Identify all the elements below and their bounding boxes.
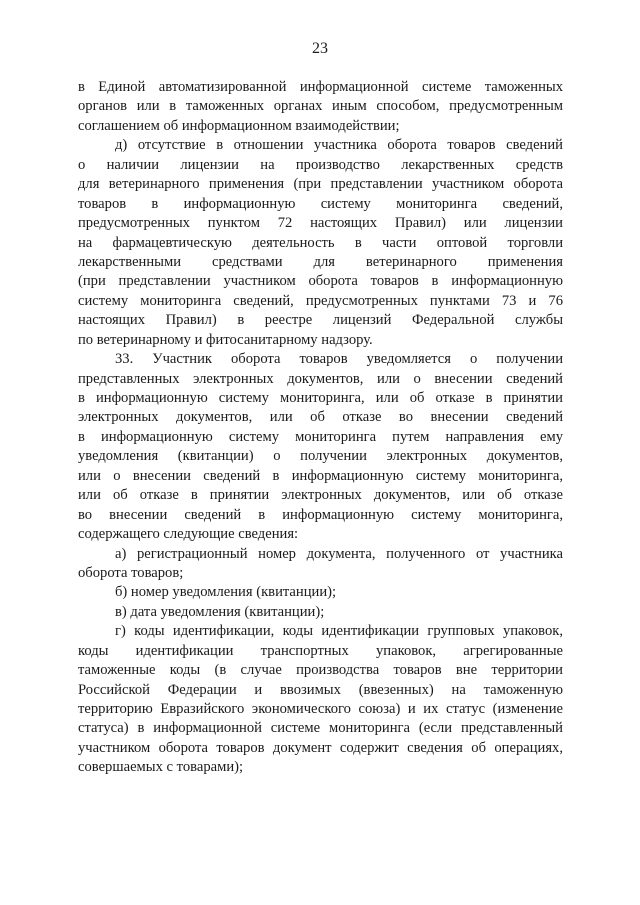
text-line: (при представлении участником оборота товаров в информационную	[78, 273, 563, 290]
text-line: для ветеринарного применения (при представлении участником оборота	[78, 176, 563, 193]
text-line: таможенные коды (в случае производства товаров вне территории	[78, 662, 563, 679]
text-line: по ветеринарному и фитосанитарному надзору.	[78, 331, 373, 348]
text-line: или о внесении сведений в информационную систему мониторинга,	[78, 467, 563, 484]
text-line: предусмотренных пунктом 72 настоящих Правил) или лицензии	[78, 215, 563, 232]
text-line: коды идентификации транспортных упаковок, агрегированные	[78, 642, 563, 659]
text-line: о наличии лицензии на производство лекарственных средств	[78, 156, 563, 173]
text-line: в) дата уведомления (квитанции);	[115, 603, 325, 620]
text-line: содержащего следующие сведения:	[78, 526, 299, 543]
text-line: систему мониторинга сведений, предусмотренных пунктами 73 и 76	[78, 292, 563, 309]
text-line: Российской Федерации и ввозимых (ввезенных) на таможенную	[78, 681, 563, 698]
text-line: г) коды идентификации, коды идентификации групповых упаковок,	[115, 623, 563, 640]
text-line: или об отказе в принятии электронных документов, или об отказе	[78, 487, 563, 504]
document-body	[78, 78, 563, 778]
text-line: настоящих Правил) в реестре лицензий Федеральной службы	[78, 312, 563, 329]
text-line: товаров в информационную систему мониторинга сведений,	[78, 195, 563, 212]
text-line: лекарственными средствами для ветеринарного применения	[78, 253, 563, 270]
text-line: а) регистрационный номер документа, полученного от участника	[115, 545, 563, 562]
text-line: 33. Участник оборота товаров уведомляется о получении	[115, 351, 563, 368]
text-line: д) отсутствие в отношении участника оборота товаров сведений	[115, 137, 563, 154]
text-line: в информационную систему мониторинга путем направления ему	[78, 428, 563, 445]
text-line: б) номер уведомления (квитанции);	[115, 584, 337, 601]
text-line: на фармацевтическую деятельность в части оптовой торговли	[78, 234, 563, 251]
text-line: в информационную систему мониторинга, или об отказе в принятии	[78, 390, 563, 406]
text-line: во внесении сведений в информационную систему мониторинга,	[78, 506, 563, 523]
text-line: уведомления (квитанции) о получении электронных документов,	[78, 448, 563, 465]
text-line: территорию Евразийского экономического союза) и их статус (изменение	[78, 701, 563, 717]
text-line: электронных документов, или об отказе во внесении сведений	[78, 409, 563, 426]
text-line: статуса) в информационной системе мониторинга (если представленный	[78, 720, 563, 737]
text-line: органов или в таможенных органах иным способом, предусмотренным	[78, 98, 563, 115]
page-number: 23	[312, 40, 328, 57]
text-line: участником оборота товаров документ содержит сведения об операциях,	[78, 739, 563, 756]
text-line: совершаемых с товарами);	[78, 759, 244, 776]
text-line: в Единой автоматизированной информационной системе таможенных	[78, 79, 563, 95]
text-line: соглашением об информационном взаимодействии;	[78, 117, 400, 134]
text-line: представленных электронных документов, или о внесении сведений	[78, 370, 563, 387]
text-line: оборота товаров;	[78, 564, 184, 581]
